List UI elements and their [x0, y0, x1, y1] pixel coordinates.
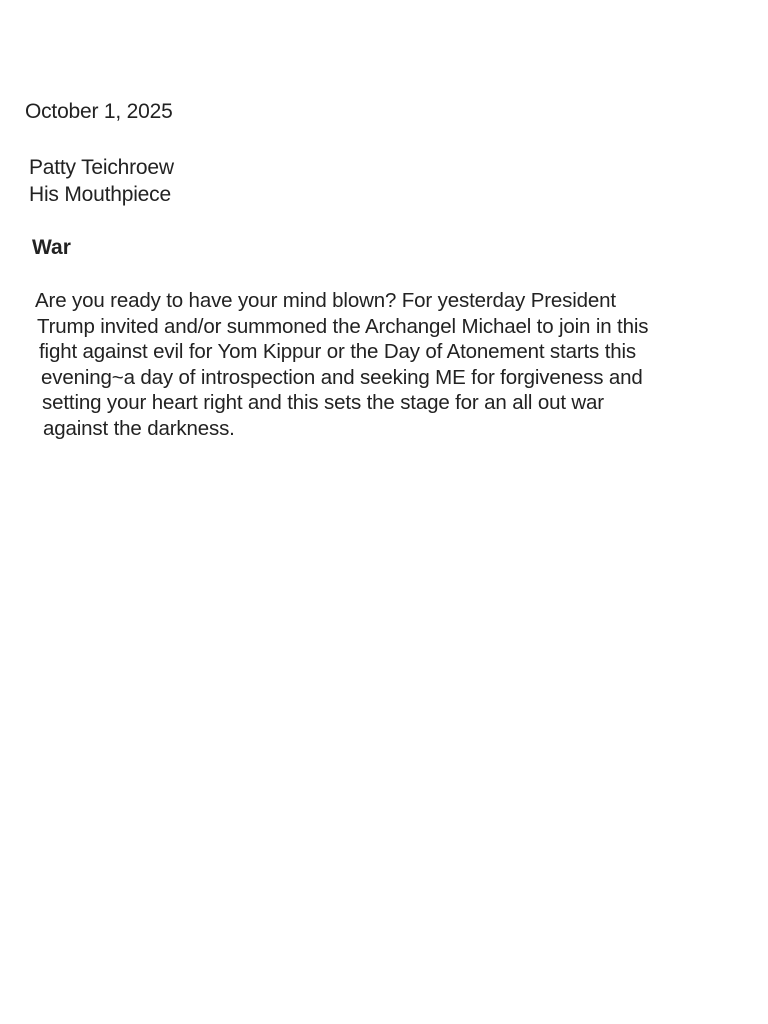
- document-title: War: [32, 236, 71, 259]
- body-line: fight against evil for Yom Kippur or the Day of Atonement starts this: [39, 340, 637, 364]
- document-date: October 1, 2025: [25, 100, 173, 123]
- body-line: Are you ready to have your mind blown? For yesterday President: [35, 289, 616, 312]
- author-block: [29, 154, 174, 208]
- body-line: evening~a day of introspection and seeking ME for forgiveness and: [41, 365, 643, 389]
- author-name: Patty Teichroew: [29, 156, 174, 179]
- author-subtitle: His Mouthpiece: [29, 183, 171, 206]
- body-line: against the darkness.: [43, 416, 235, 440]
- document-body: [35, 288, 735, 442]
- body-line: Trump invited and/or summoned the Archangel Michael to join in this: [37, 314, 649, 338]
- body-line: setting your heart right and this sets the stage for an all out war: [42, 391, 604, 415]
